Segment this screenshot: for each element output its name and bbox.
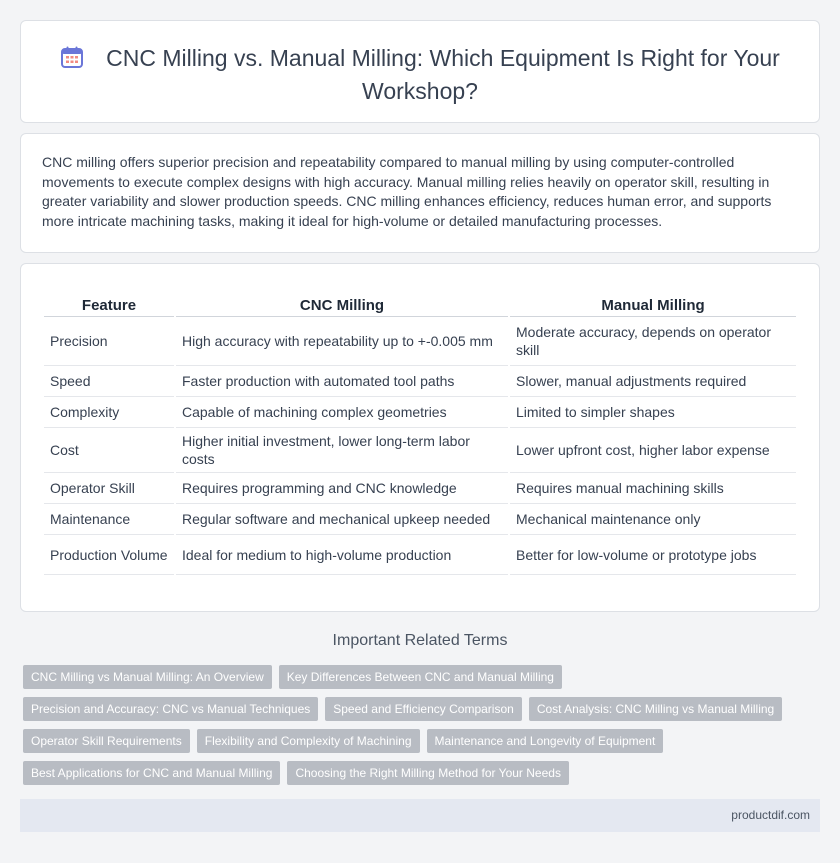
related-term-tag[interactable]: Key Differences Between CNC and Manual Milling (279, 665, 562, 689)
header-cnc-milling: CNC Milling (176, 295, 508, 317)
related-term-tag[interactable]: Cost Analysis: CNC Milling vs Manual Milling (529, 697, 782, 721)
summary-card (20, 133, 820, 253)
comparison-table (42, 295, 798, 575)
table-row (44, 504, 796, 535)
title-card (20, 20, 820, 123)
page-title-row (21, 43, 819, 106)
manual-cell: Better for low-volume or prototype jobs (510, 535, 796, 575)
manual-cell: Limited to simpler shapes (510, 397, 796, 428)
cnc-cell: Requires programming and CNC knowledge (176, 473, 508, 504)
feature-cell: Complexity (44, 397, 174, 428)
table-row (44, 473, 796, 504)
cnc-cell: Faster production with automated tool paths (176, 366, 508, 397)
cnc-cell: Capable of machining complex geometries (176, 397, 508, 428)
header-feature: Feature (44, 295, 174, 317)
table-row (44, 428, 796, 473)
table-row (44, 366, 796, 397)
footer (20, 799, 820, 832)
table-header-row (44, 295, 796, 317)
feature-cell: Precision (44, 317, 174, 366)
related-term-tag[interactable]: CNC Milling vs Manual Milling: An Overview (23, 665, 272, 689)
cnc-cell: Regular software and mechanical upkeep needed (176, 504, 508, 535)
summary-text: CNC milling offers superior precision and repeatability compared to manual milling by using computer-controlled movements to execute complex designs with high accuracy. Manual milling relies heavily on operator skill, resulting in greater variability and slower production speeds. CNC milling enhances efficiency, reduces human error, and supports more intricate machining tasks, making it ideal for high-volume or detailed manufacturing processes. (42, 154, 772, 229)
manual-cell: Moderate accuracy, depends on operator skill (510, 317, 796, 366)
feature-cell: Production Volume (44, 535, 174, 575)
cnc-cell: Ideal for medium to high-volume production (176, 535, 508, 575)
manual-cell: Lower upfront cost, higher labor expense (510, 428, 796, 473)
header-manual-milling: Manual Milling (510, 295, 796, 317)
manual-cell: Slower, manual adjustments required (510, 366, 796, 397)
feature-cell: Speed (44, 366, 174, 397)
table-row (44, 317, 796, 366)
feature-cell: Cost (44, 428, 174, 473)
calendar-icon (60, 45, 84, 76)
related-terms-list (23, 665, 813, 793)
related-term-tag[interactable]: Choosing the Right Milling Method for Your Needs (287, 761, 569, 785)
table-row (44, 397, 796, 428)
related-term-tag[interactable]: Flexibility and Complexity of Machining (197, 729, 420, 753)
cnc-cell: High accuracy with repeatability up to +-0.005 mm (176, 317, 508, 366)
related-term-tag[interactable]: Precision and Accuracy: CNC vs Manual Techniques (23, 697, 318, 721)
feature-cell: Maintenance (44, 504, 174, 535)
footer-site-link[interactable]: productdif.com (731, 808, 810, 822)
manual-cell: Mechanical maintenance only (510, 504, 796, 535)
cnc-cell: Higher initial investment, lower long-term labor costs (176, 428, 508, 473)
table-row (44, 535, 796, 575)
related-term-tag[interactable]: Best Applications for CNC and Manual Milling (23, 761, 280, 785)
related-term-tag[interactable]: Speed and Efficiency Comparison (325, 697, 522, 721)
feature-cell: Operator Skill (44, 473, 174, 504)
page-title: CNC Milling vs. Manual Milling: Which Equipment Is Right for Your Workshop? (106, 45, 780, 104)
related-term-tag[interactable]: Maintenance and Longevity of Equipment (427, 729, 664, 753)
comparison-card (20, 263, 820, 612)
related-terms-title: Important Related Terms (332, 632, 508, 649)
manual-cell: Requires manual machining skills (510, 473, 796, 504)
related-term-tag[interactable]: Operator Skill Requirements (23, 729, 190, 753)
